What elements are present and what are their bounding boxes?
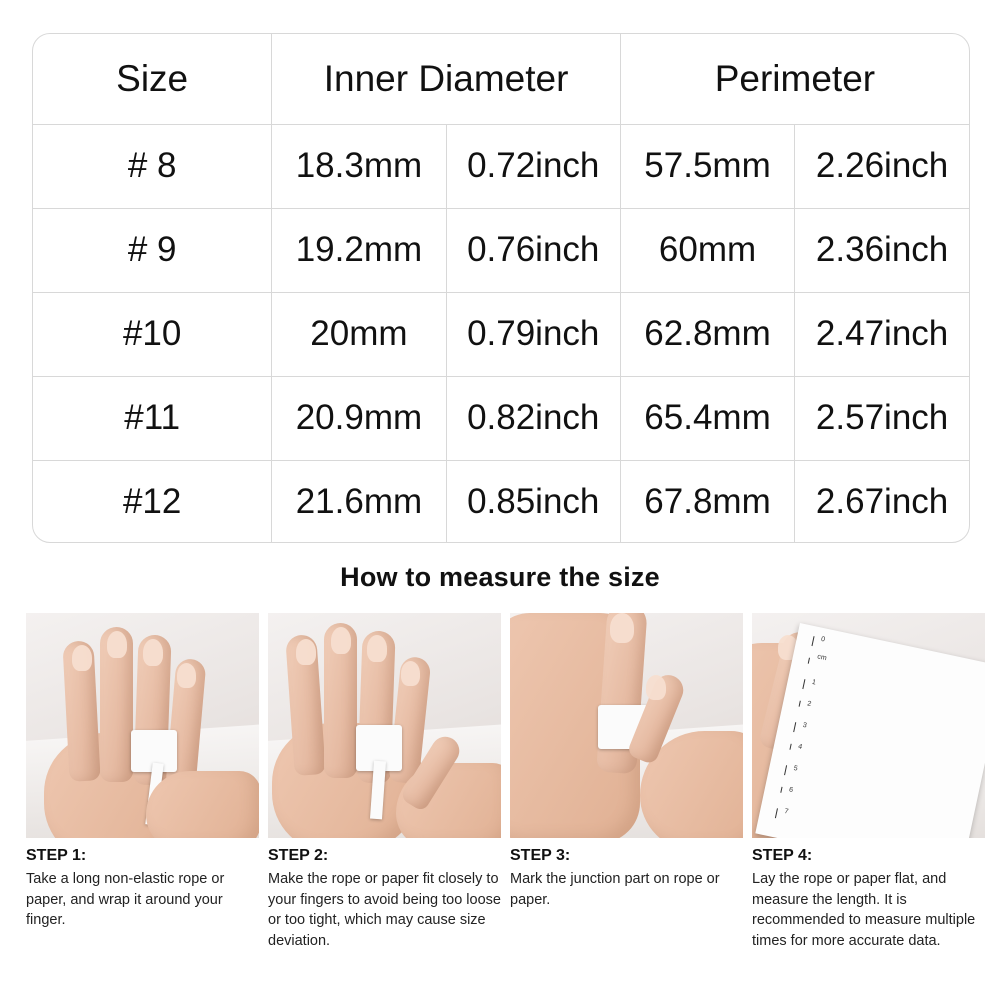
fingernail-shape	[367, 635, 387, 662]
cell-perimeter-inch: 2.36inch	[795, 208, 969, 292]
header-perimeter: Perimeter	[620, 34, 969, 124]
fingernail-shape	[646, 675, 666, 700]
step-4-label: STEP 4:	[752, 847, 813, 864]
ruler-mark: 1	[811, 678, 817, 687]
ruler-mark: 0	[820, 635, 826, 644]
cell-diameter-inch: 0.85inch	[446, 460, 620, 543]
cell-perimeter-mm: 60mm	[620, 208, 794, 292]
cell-size: #12	[33, 460, 272, 543]
ruler-unit-label: cm	[816, 653, 828, 663]
ruler-mark: 2	[806, 700, 812, 709]
table-row	[33, 292, 969, 376]
step-3	[510, 613, 743, 951]
cell-diameter-inch: 0.82inch	[446, 376, 620, 460]
fingernail-shape	[72, 645, 92, 671]
step-2	[268, 613, 501, 951]
ring-size-table-container	[32, 33, 970, 543]
cell-perimeter-inch: 2.67inch	[795, 460, 969, 543]
table-row	[33, 376, 969, 460]
step-2-text: Make the rope or paper fit closely to your fingers to avoid being too loose or too tight, which may cause size deviation.	[268, 871, 501, 949]
step-2-label: STEP 2:	[268, 847, 329, 864]
fingernail-shape	[177, 663, 196, 688]
step-3-label: STEP 3:	[510, 847, 571, 864]
cell-perimeter-mm: 67.8mm	[620, 460, 794, 543]
ruler-mark: 5	[792, 764, 799, 773]
cell-diameter-inch: 0.72inch	[446, 124, 620, 208]
header-inner-diameter: Inner Diameter	[272, 34, 621, 124]
cell-perimeter-mm: 65.4mm	[620, 376, 794, 460]
cell-diameter-mm: 21.6mm	[272, 460, 446, 543]
cell-perimeter-inch: 2.26inch	[795, 124, 969, 208]
step-4-text: Lay the rope or paper flat, and measure the length. It is recommended to measure multiple times for more accurate data.	[752, 871, 976, 949]
step-4-photo	[752, 613, 985, 838]
cell-size: # 8	[33, 124, 272, 208]
table-row	[33, 208, 969, 292]
cell-diameter-mm: 20.9mm	[272, 376, 446, 460]
cell-perimeter-mm: 62.8mm	[620, 292, 794, 376]
step-1-label: STEP 1:	[26, 847, 87, 864]
cell-size: # 9	[33, 208, 272, 292]
table-row	[33, 460, 969, 543]
fingernail-shape	[610, 613, 634, 643]
header-size: Size	[33, 34, 272, 124]
cell-perimeter-inch: 2.47inch	[795, 292, 969, 376]
cell-perimeter-mm: 57.5mm	[620, 124, 794, 208]
thumb-and-hand-shape	[146, 771, 259, 838]
step-1	[26, 613, 259, 951]
table-header-row	[33, 34, 969, 124]
step-2-photo	[268, 613, 501, 838]
cell-size: #11	[33, 376, 272, 460]
ruler-mark: 4	[797, 743, 803, 752]
ruler-mark: 6	[788, 786, 794, 795]
step-3-text: Mark the junction part on rope or paper.	[510, 871, 720, 908]
fingernail-shape	[296, 639, 316, 665]
step-1-photo	[26, 613, 259, 838]
step-3-photo	[510, 613, 743, 838]
ruler-mark: 3	[802, 721, 808, 730]
how-to-measure-steps	[26, 613, 976, 951]
fingernail-shape	[107, 631, 127, 658]
cell-diameter-mm: 19.2mm	[272, 208, 446, 292]
how-to-measure-title: How to measure the size	[340, 562, 660, 592]
cell-perimeter-inch: 2.57inch	[795, 376, 969, 460]
cell-diameter-inch: 0.76inch	[446, 208, 620, 292]
cell-diameter-mm: 20mm	[272, 292, 446, 376]
table-row	[33, 124, 969, 208]
ruler-mark: 7	[783, 807, 790, 816]
cell-diameter-inch: 0.79inch	[446, 292, 620, 376]
fingernail-shape	[331, 627, 351, 654]
step-1-text: Take a long non-elastic rope or paper, and wrap it around your finger.	[26, 871, 225, 929]
ring-size-table	[33, 34, 969, 543]
cell-diameter-mm: 18.3mm	[272, 124, 446, 208]
fingernail-shape	[401, 661, 420, 686]
cell-size: #10	[33, 292, 272, 376]
step-4	[752, 613, 985, 951]
fingernail-shape	[143, 639, 163, 666]
